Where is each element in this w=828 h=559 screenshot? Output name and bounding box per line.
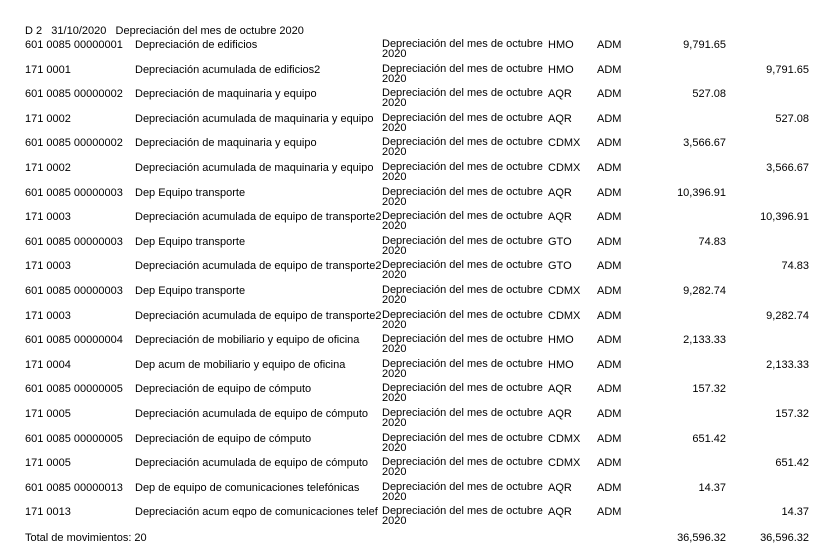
table-row [0,64,828,89]
table-row [0,383,828,408]
debit-amount: 157.32 [692,383,726,396]
table-row [0,310,828,335]
credit-amount: 74.83 [781,260,809,273]
account-code: 601 0085 00000004 [25,334,123,347]
credit-amount: 651.42 [775,457,809,470]
account-code: 171 0004 [25,358,71,371]
account-name: Depreciación acumulada de equipo de transporte2 [135,260,382,273]
table-row [0,137,828,162]
line-description: Depreciación del mes de octubre 2020 [382,185,543,208]
department-code: ADM [597,506,622,519]
credit-amount: 527.08 [775,112,809,125]
account-name: Depreciación de equipo de cómputo [135,432,312,445]
account-name: Depreciación acumulada de maquinaria y equipo [135,161,374,174]
location-code: CDMX [548,137,581,150]
credit-amount: 9,791.65 [766,63,809,76]
line-description: Depreciación del mes de octubre 2020 [382,160,543,183]
location-code: HMO [548,334,574,347]
account-code: 171 0002 [25,112,71,125]
account-code: 601 0085 00000002 [25,88,123,101]
line-description: Depreciación del mes de octubre 2020 [382,283,543,306]
account-name: Depreciación de mobiliario y equipo de oficina [135,334,360,347]
debit-amount: 14.37 [698,481,726,494]
table-row [0,334,828,359]
department-code: ADM [597,481,622,494]
credit-amount: 157.32 [775,407,809,420]
location-code: GTO [548,235,572,248]
account-code: 601 0085 00000003 [25,186,123,199]
credit-amount: 2,133.33 [766,358,809,371]
department-code: ADM [597,137,622,150]
account-code: 171 0005 [25,407,71,420]
line-description: Depreciación del mes de octubre 2020 [382,62,543,85]
department-code: ADM [597,186,622,199]
line-description: Depreciación del mes de octubre 2020 [382,210,543,233]
credit-amount: 10,396.91 [760,211,809,224]
account-name: Depreciación acumulada de edificios2 [135,63,321,76]
table-row [0,482,828,507]
line-description: Depreciación del mes de octubre 2020 [382,505,543,528]
account-name: Depreciación acum eqpo de comunicaciones telef [135,506,378,519]
account-name: Depreciación acumulada de equipo de transporte2 [135,309,382,322]
department-code: ADM [597,407,622,420]
credit-amount: 9,282.74 [766,309,809,322]
department-code: ADM [597,309,622,322]
department-code: ADM [597,112,622,125]
location-code: CDMX [548,457,581,470]
location-code: GTO [548,260,572,273]
table-row [0,359,828,384]
location-code: AQR [548,481,572,494]
debit-amount: 651.42 [692,432,726,445]
account-code: 601 0085 00000003 [25,235,123,248]
credit-amount: 14.37 [781,506,809,519]
department-code: ADM [597,358,622,371]
line-description: Depreciación del mes de octubre 2020 [382,431,543,454]
location-code: AQR [548,407,572,420]
account-name: Depreciación de edificios [135,39,258,51]
account-code: 171 0013 [25,506,71,519]
location-code: CDMX [548,309,581,322]
account-name: Dep Equipo transporte [135,284,246,297]
account-name: Depreciación de maquinaria y equipo [135,88,317,101]
table-row [0,211,828,236]
location-code: AQR [548,112,572,125]
line-description: Depreciación del mes de octubre 2020 [382,87,543,110]
account-code: 171 0003 [25,309,71,322]
line-description: Depreciación del mes de octubre 2020 [382,333,543,356]
account-name: Dep Equipo transporte [135,186,246,199]
department-code: ADM [597,457,622,470]
location-code: AQR [548,506,572,519]
voucher-header [25,25,304,38]
department-code: ADM [597,235,622,248]
totals-row [0,532,828,546]
line-description: Depreciación del mes de octubre 2020 [382,38,543,60]
table-row [0,162,828,187]
location-code: AQR [548,383,572,396]
location-code: AQR [548,211,572,224]
department-code: ADM [597,88,622,101]
location-code: AQR [548,88,572,101]
table-row [0,113,828,138]
account-name: Depreciación acumulada de maquinaria y equipo [135,112,374,125]
department-code: ADM [597,260,622,273]
table-row [0,260,828,285]
table-row [0,285,828,310]
location-code: HMO [548,39,574,51]
account-code: 171 0001 [25,63,71,76]
table-row [0,433,828,458]
account-name: Dep Equipo transporte [135,235,246,248]
location-code: CDMX [548,432,581,445]
account-code: 171 0003 [25,211,71,224]
account-code: 601 0085 00000005 [25,383,123,396]
movements-count-label: Total de movimientos: 20 [25,532,147,544]
line-description: Depreciación del mes de octubre 2020 [382,406,543,429]
debit-amount: 3,566.67 [683,137,726,150]
table-row [0,457,828,482]
table-row [0,39,828,64]
line-description: Depreciación del mes de octubre 2020 [382,136,543,159]
account-code: 171 0003 [25,260,71,273]
account-name: Depreciación acumulada de equipo de cómputo [135,407,368,420]
debit-amount: 9,791.65 [683,39,726,51]
account-code: 601 0085 00000013 [25,481,123,494]
credit-amount: 3,566.67 [766,161,809,174]
line-description: Depreciación del mes de octubre 2020 [382,382,543,405]
account-name: Depreciación acumulada de equipo de transporte2 [135,211,382,224]
table-row [0,236,828,261]
line-description: Depreciación del mes de octubre 2020 [382,480,543,503]
department-code: ADM [597,39,622,51]
account-name: Depreciación de equipo de cómputo [135,383,312,396]
account-code: 601 0085 00000001 [25,39,123,51]
account-code: 171 0005 [25,457,71,470]
line-description: Depreciación del mes de octubre 2020 [382,456,543,479]
debit-amount: 9,282.74 [683,284,726,297]
location-code: AQR [548,186,572,199]
department-code: ADM [597,161,622,174]
department-code: ADM [597,383,622,396]
department-code: ADM [597,334,622,347]
table-row [0,506,828,531]
voucher-concept: Depreciación del mes de octubre 2020 [115,25,304,37]
line-description: Depreciación del mes de octubre 2020 [382,111,543,134]
location-code: HMO [548,358,574,371]
account-name: Dep acum de mobiliario y equipo de oficina [135,358,346,371]
total-credit: 36,596.32 [760,532,809,544]
voucher-number: D 2 [25,25,43,37]
location-code: CDMX [548,284,581,297]
line-description: Depreciación del mes de octubre 2020 [382,259,543,282]
table-row [0,88,828,113]
debit-amount: 2,133.33 [683,334,726,347]
department-code: ADM [597,432,622,445]
debit-amount: 74.83 [698,235,726,248]
department-code: ADM [597,284,622,297]
table-row [0,187,828,212]
voucher-date: 31/10/2020 [51,25,107,37]
location-code: CDMX [548,161,581,174]
account-code: 171 0002 [25,161,71,174]
line-description: Depreciación del mes de octubre 2020 [382,234,543,257]
debit-amount: 527.08 [692,88,726,101]
account-name: Dep de equipo de comunicaciones telefónicas [135,481,360,494]
debit-amount: 10,396.91 [677,186,726,199]
table-row [0,408,828,433]
line-description: Depreciación del mes de octubre 2020 [382,357,543,380]
account-name: Depreciación de maquinaria y equipo [135,137,317,150]
department-code: ADM [597,63,622,76]
account-code: 601 0085 00000005 [25,432,123,445]
location-code: HMO [548,63,574,76]
account-code: 601 0085 00000003 [25,284,123,297]
account-name: Depreciación acumulada de equipo de cómputo [135,457,368,470]
department-code: ADM [597,211,622,224]
account-code: 601 0085 00000002 [25,137,123,150]
line-description: Depreciación del mes de octubre 2020 [382,308,543,331]
total-debit: 36,596.32 [677,532,726,544]
journal-lines [0,39,828,531]
